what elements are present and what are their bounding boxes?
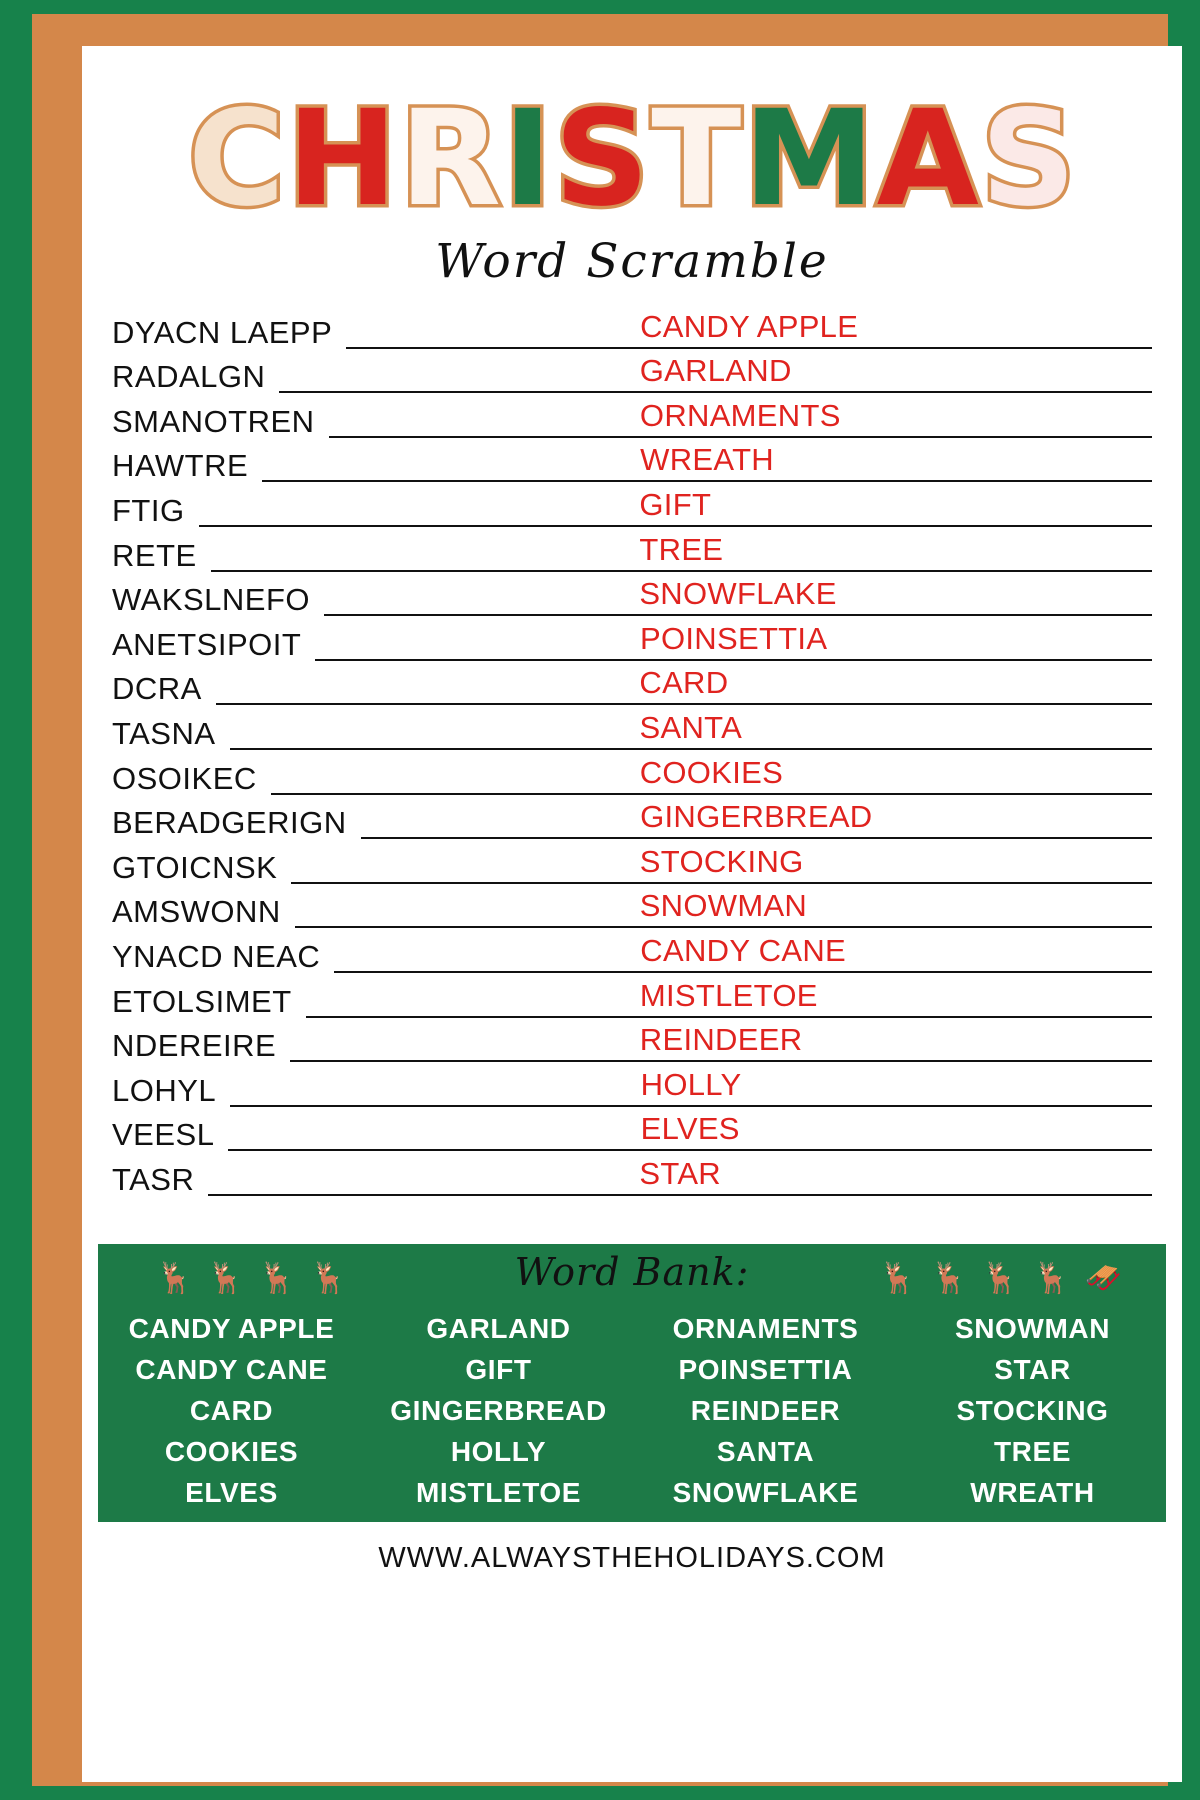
scramble-list — [112, 308, 1152, 1200]
word-bank-item: MISTLETOE — [415, 1477, 582, 1508]
scrambled-word: GTOICNSK — [112, 849, 278, 885]
scramble-row — [112, 977, 1152, 1022]
word-bank-item: STAR — [994, 1354, 1071, 1385]
word-bank-item: CANDY APPLE — [128, 1313, 335, 1344]
scramble-row — [112, 620, 1152, 665]
word-bank-grid — [98, 1308, 1166, 1513]
answer-text: SNOWMAN — [639, 888, 808, 924]
scramble-row — [112, 397, 1152, 442]
answer-text: CANDY APPLE — [640, 308, 859, 344]
word-bank-item: STOCKING — [956, 1395, 1109, 1426]
scrambled-word: DYACN LAEPP — [112, 314, 333, 350]
scrambled-word: WAKSLNEFO — [112, 582, 310, 618]
word-bank-item: REINDEER — [690, 1395, 841, 1426]
word-bank-item: COOKIES — [164, 1436, 299, 1467]
answer-text: GARLAND — [639, 353, 792, 389]
scramble-row — [112, 531, 1152, 576]
page-subtitle: Word Scramble — [435, 234, 829, 289]
answer-text: SNOWFLAKE — [639, 576, 837, 612]
title-letter-9: S — [980, 82, 1076, 236]
word-bank-item: GIFT — [465, 1354, 532, 1385]
scramble-row — [112, 1022, 1152, 1067]
answer-text: CANDY CANE — [640, 932, 846, 968]
word-bank-item: ELVES — [185, 1477, 278, 1508]
scrambled-word: AMSWONN — [112, 894, 281, 930]
scrambled-word: BERADGERIGN — [112, 805, 347, 841]
scrambled-word: RETE — [112, 537, 197, 573]
title-letter-1: C — [188, 82, 285, 236]
scrambled-word: ANETSIPOIT — [112, 626, 302, 662]
scramble-row — [112, 442, 1152, 487]
title-letter-2: H — [286, 82, 398, 236]
scrambled-word: YNACD NEAC — [112, 938, 321, 974]
scramble-row — [112, 486, 1152, 531]
word-bank-item: POINSETTIA — [678, 1354, 853, 1385]
answer-text: POINSETTIA — [640, 620, 828, 656]
scrambled-word: HAWTRE — [112, 448, 249, 484]
scrambled-word: OSOIKEC — [112, 760, 257, 796]
scramble-row — [112, 353, 1152, 398]
answer-text: GIFT — [639, 486, 712, 522]
scrambled-word: TASR — [112, 1161, 195, 1197]
scrambled-word: LOHYL — [112, 1072, 217, 1108]
answer-text: REINDEER — [639, 1022, 803, 1058]
word-bank-item: SANTA — [716, 1436, 815, 1467]
scramble-row — [112, 576, 1152, 621]
word-bank-item: SNOWMAN — [954, 1313, 1111, 1344]
scrambled-word: SMANOTREN — [112, 403, 315, 439]
word-bank-header — [98, 1244, 1166, 1304]
reindeer-sleigh-icon-right: 🦌🦌🦌🦌🛷 — [879, 1262, 1136, 1295]
answer-text: ELVES — [640, 1111, 740, 1147]
scramble-row — [112, 1066, 1152, 1111]
answer-text: STAR — [639, 1155, 721, 1191]
scramble-row — [112, 754, 1152, 799]
answer-text: SANTA — [639, 709, 743, 745]
scramble-row — [112, 932, 1152, 977]
scramble-row — [112, 665, 1152, 710]
answer-text: MISTLETOE — [639, 977, 818, 1013]
word-bank-item: HOLLY — [450, 1436, 547, 1467]
scrambled-word: VEESL — [112, 1117, 215, 1153]
title-letter-5: S — [554, 82, 650, 236]
answer-text: WREATH — [640, 442, 774, 478]
scrambled-word: DCRA — [112, 671, 202, 707]
scramble-row — [112, 799, 1152, 844]
answer-text: COOKIES — [639, 754, 784, 790]
worksheet-sheet — [82, 46, 1182, 1782]
scrambled-word: NDEREIRE — [112, 1028, 277, 1064]
scrambled-word: RADALGN — [112, 359, 266, 395]
answer-text: GINGERBREAD — [640, 799, 873, 835]
word-bank-item: GARLAND — [426, 1313, 571, 1344]
footer-url: WWW.ALWAYSTHEHOLIDAYS.COM — [378, 1542, 886, 1574]
scramble-row — [112, 1111, 1152, 1156]
title-letter-8: A — [876, 82, 979, 236]
orange-border-frame — [32, 14, 1168, 1786]
scrambled-word: ETOLSIMET — [112, 983, 292, 1019]
scramble-row — [112, 843, 1152, 888]
word-bank-title: Word Bank: — [514, 1250, 750, 1294]
scrambled-word: FTIG — [112, 492, 185, 528]
answer-text: STOCKING — [639, 843, 804, 879]
title-letter-7: M — [743, 82, 875, 236]
title-letter-4: I — [503, 82, 553, 236]
title-letter-6: T — [651, 82, 742, 236]
word-bank-item: CARD — [189, 1395, 274, 1426]
answer-text: ORNAMENTS — [639, 397, 841, 433]
word-bank-item: TREE — [993, 1436, 1072, 1467]
word-bank-item: ORNAMENTS — [672, 1313, 859, 1344]
word-bank-item: GINGERBREAD — [390, 1395, 607, 1426]
word-bank-item: CANDY CANE — [135, 1354, 328, 1385]
page-title — [82, 84, 1182, 234]
scramble-row — [112, 888, 1152, 933]
answer-text: CARD — [639, 665, 729, 701]
reindeer-icon-left: 🦌🦌🦌🦌 — [156, 1262, 362, 1295]
answer-text: TREE — [639, 531, 724, 567]
word-bank-panel — [98, 1244, 1166, 1522]
title-letter-3: R — [399, 82, 502, 236]
scramble-row — [112, 308, 1152, 353]
word-bank-item: SNOWFLAKE — [672, 1477, 859, 1508]
word-bank-item: WREATH — [970, 1477, 1095, 1508]
answer-text: HOLLY — [640, 1066, 742, 1102]
scramble-row — [112, 1155, 1152, 1200]
scrambled-word: TASNA — [112, 715, 216, 751]
scramble-row — [112, 709, 1152, 754]
